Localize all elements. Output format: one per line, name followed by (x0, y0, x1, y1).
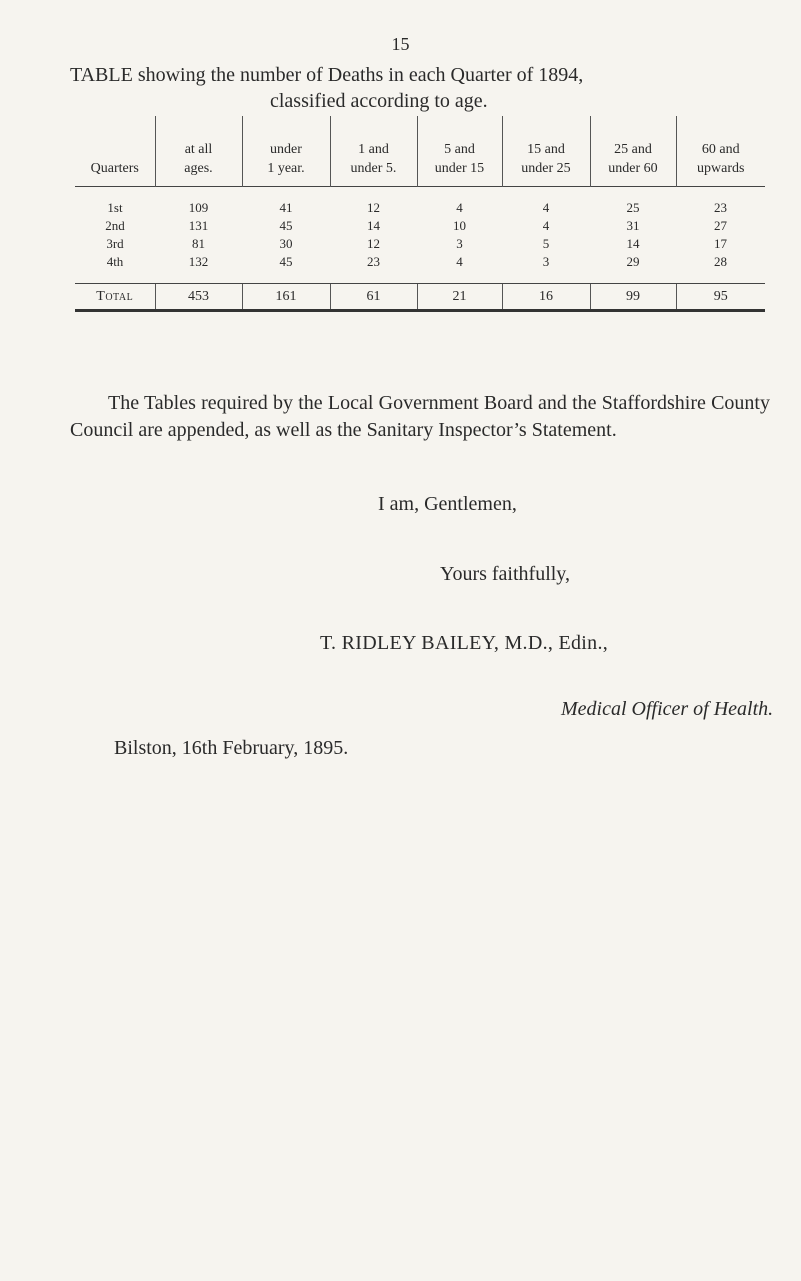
table-cell: 4 (542, 218, 550, 233)
total-cell: 453 (155, 284, 242, 311)
column-header-quarters: Quarters (90, 161, 139, 176)
table-cell: 27 (714, 218, 727, 233)
table-cell: 109 (188, 200, 209, 215)
table-cell: 25 (626, 200, 640, 215)
table-cell: 131 (188, 218, 209, 233)
table-header-row (75, 116, 765, 187)
column-header-all-ages: at all ages. (155, 116, 242, 187)
table-cell: 23 (714, 200, 727, 215)
table-row (75, 235, 765, 253)
table-cell: 45 (279, 254, 293, 269)
table-title-line-2: classified according to age. (270, 90, 488, 112)
total-row (75, 284, 765, 311)
place-and-date: Bilston, 16th February, 1895. (114, 737, 349, 759)
column-header-60-upwards: 60 and upwards (676, 116, 765, 187)
table-cell: 81 (192, 236, 205, 251)
total-cell: 21 (417, 284, 502, 311)
table-cell: 23 (367, 254, 380, 269)
total-label: Total (75, 284, 155, 311)
table-cell: 2nd (105, 218, 125, 233)
table-cell: 31 (626, 218, 640, 233)
table-cell: 28 (714, 254, 727, 269)
table-cell: 4 (456, 254, 463, 269)
column-header-15-to-25: 15 and under 25 (502, 116, 590, 187)
total-cell: 161 (242, 284, 330, 311)
table-cell: 12 (367, 236, 380, 251)
table-title-line-1: TABLE showing the number of Deaths in each Quarter of 1894, (70, 64, 584, 86)
total-cell: 61 (330, 284, 417, 311)
table-cell: 3 (456, 236, 463, 251)
table-cell: 5 (542, 236, 550, 251)
closing-salutation: I am, Gentlemen, (378, 493, 517, 515)
valediction: Yours faithfully, (440, 563, 571, 585)
table-cell: 4 (456, 200, 463, 215)
table-row (75, 253, 765, 284)
table-cell: 17 (714, 236, 727, 251)
page-number: 15 (391, 34, 410, 54)
total-cell: 95 (676, 284, 765, 311)
table-cell: 10 (453, 218, 466, 233)
table-cell: 45 (279, 218, 293, 233)
body-paragraph (70, 390, 770, 444)
deaths-table (75, 116, 765, 312)
table-cell: 1st (107, 200, 123, 215)
signature: T. RIDLEY BAILEY, M.D., Edin., (320, 632, 609, 654)
column-header-under-1: under 1 year. (242, 116, 330, 187)
column-header-5-to-15: 5 and under 15 (417, 116, 502, 187)
total-cell: 16 (502, 284, 590, 311)
table-title (70, 62, 760, 114)
table-cell: 4 (542, 200, 550, 215)
table-row (75, 187, 765, 218)
total-cell: 99 (590, 284, 676, 311)
table-cell: 14 (626, 236, 640, 251)
table-cell: 12 (367, 200, 380, 215)
body-paragraph-text: The Tables required by the Local Government Board and the Staffordshire County Council are appended, as well as the Sanitary Inspector’s Statement. (70, 392, 770, 441)
column-header-1-to-5: 1 and under 5. (330, 116, 417, 187)
table-cell: 3 (542, 254, 550, 269)
table-cell: 3rd (106, 236, 124, 251)
table-cell: 4th (106, 254, 124, 269)
table-cell: 132 (188, 254, 209, 269)
table-cell: 14 (367, 218, 380, 233)
column-header-25-to-60: 25 and under 60 (590, 116, 676, 187)
table-row (75, 217, 765, 235)
table-cell: 29 (626, 254, 640, 269)
table-cell: 41 (279, 200, 293, 215)
table-cell: 30 (279, 236, 293, 251)
officer-title: Medical Officer of Health. (561, 698, 774, 720)
